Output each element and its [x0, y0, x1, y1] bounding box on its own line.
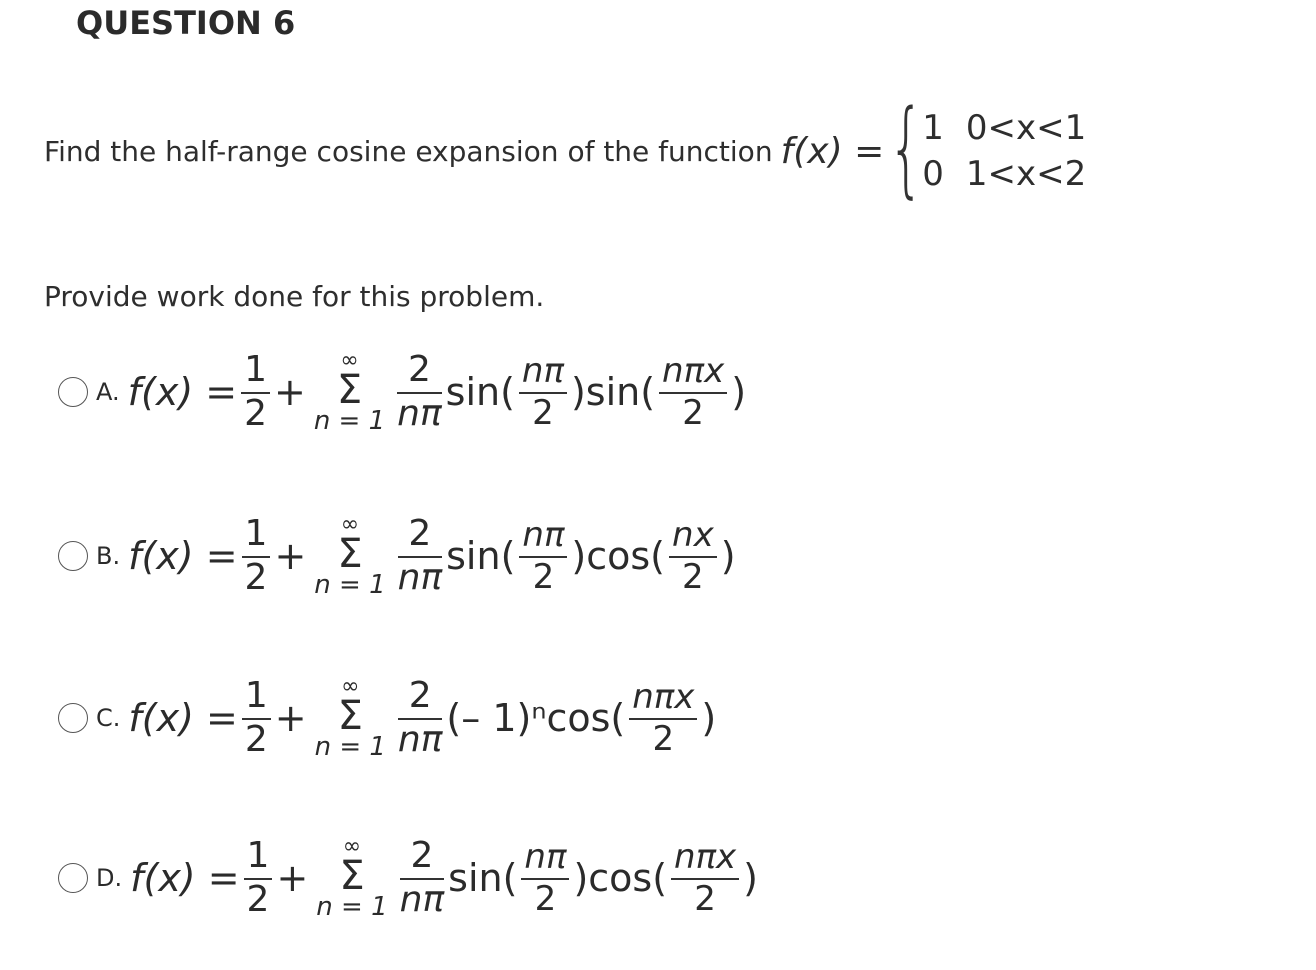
arg-fraction-1	[519, 515, 567, 597]
denominator: 2	[244, 719, 268, 760]
arg-fraction-2	[629, 677, 697, 759]
piecewise-cases	[922, 105, 1086, 197]
option-a[interactable]	[58, 350, 746, 434]
func-mid: )sin(	[570, 370, 656, 414]
radio-button-a[interactable]	[58, 377, 88, 407]
option-c-formula	[128, 676, 716, 760]
function-label: f(x) =	[780, 130, 885, 172]
numerator: 1	[246, 835, 270, 876]
sigma-icon: Σ	[337, 531, 363, 577]
denominator: 2	[532, 557, 555, 597]
func-mid: (– 1)ⁿcos(	[446, 696, 626, 740]
sum-upper: ∞	[342, 834, 362, 859]
func-mid: )cos(	[573, 856, 668, 900]
plus-sign: +	[276, 856, 309, 900]
option-letter: B.	[96, 542, 121, 570]
func-close: )	[743, 856, 758, 900]
sum-upper: ∞	[340, 348, 359, 373]
option-d[interactable]	[58, 836, 758, 920]
question-prompt	[44, 87, 1087, 209]
case-value: 1	[922, 108, 944, 148]
radio-button-c[interactable]	[58, 703, 88, 733]
denominator: 2	[682, 557, 704, 597]
numerator: 2	[407, 349, 431, 390]
coefficient-fraction	[397, 513, 443, 598]
denominator: 2	[694, 879, 716, 919]
numerator: 2	[410, 835, 434, 876]
summation	[314, 514, 385, 598]
summation	[316, 836, 387, 920]
option-b[interactable]	[58, 514, 736, 598]
radio-button-b[interactable]	[58, 541, 88, 571]
case-row-2	[922, 151, 1086, 197]
plus-sign: +	[273, 370, 306, 414]
denominator: 2	[534, 879, 557, 919]
option-letter: D.	[96, 864, 123, 892]
half-fraction	[241, 349, 270, 434]
numerator: 2	[408, 675, 432, 716]
coefficient-fraction	[397, 349, 442, 434]
denominator: 2	[244, 557, 268, 598]
arg-fraction-2	[669, 515, 717, 597]
sum-lower: n = 1	[316, 892, 388, 922]
summation	[314, 350, 385, 434]
sigma-icon: Σ	[337, 693, 363, 739]
plus-sign: +	[274, 696, 307, 740]
sum-upper: ∞	[341, 674, 360, 699]
sigma-icon: Σ	[339, 853, 365, 899]
func-close: )	[731, 370, 747, 414]
func-open: sin(	[448, 856, 518, 900]
radio-button-d[interactable]	[58, 863, 88, 893]
numerator: 2	[408, 513, 432, 554]
denominator: 2	[244, 393, 267, 434]
numerator: nπx	[632, 677, 695, 717]
denominator: 2	[246, 879, 270, 920]
sigma-icon: Σ	[336, 367, 363, 413]
numerator: 1	[244, 513, 268, 554]
numerator: 1	[244, 675, 268, 716]
denominator: nπ	[399, 879, 445, 920]
denominator: 2	[652, 719, 675, 759]
func-close: )	[701, 696, 717, 740]
numerator: 1	[244, 349, 267, 390]
case-row-1	[922, 105, 1086, 151]
arg-fraction-2	[659, 351, 727, 433]
half-fraction	[242, 513, 271, 598]
prompt-text: Find the half-range cosine expansion of the function	[44, 134, 773, 168]
lhs: f(x) =	[127, 370, 238, 414]
numerator: nπx	[662, 351, 725, 391]
option-letter: C.	[96, 704, 121, 732]
option-d-formula	[130, 836, 758, 920]
half-fraction	[244, 835, 273, 920]
arg-fraction-2	[671, 837, 739, 919]
arg-fraction-1	[519, 351, 567, 433]
func-mid: )cos(	[571, 534, 666, 578]
numerator: nπx	[674, 837, 737, 877]
sum-lower: n = 1	[313, 406, 386, 436]
option-c[interactable]	[58, 676, 716, 760]
work-instruction: Provide work done for this problem.	[44, 280, 545, 313]
half-fraction	[242, 675, 271, 760]
denominator: nπ	[397, 719, 443, 760]
arg-fraction-1	[521, 837, 569, 919]
coefficient-fraction	[397, 675, 443, 760]
denominator: nπ	[397, 393, 442, 434]
numerator: nx	[672, 515, 714, 555]
lhs: f(x) =	[128, 534, 238, 578]
sum-lower: n = 1	[314, 732, 386, 762]
func-close: )	[720, 534, 736, 578]
piecewise-brace: {	[888, 87, 925, 209]
sum-upper: ∞	[340, 512, 360, 537]
denominator: nπ	[397, 557, 443, 598]
case-value: 0	[922, 154, 944, 194]
denominator: 2	[532, 393, 554, 433]
question-title: QUESTION 6	[76, 4, 296, 42]
plus-sign: +	[274, 534, 307, 578]
coefficient-fraction	[399, 835, 445, 920]
func-open: sin(	[445, 370, 515, 414]
numerator: nπ	[522, 515, 565, 555]
denominator: 2	[682, 393, 704, 433]
func-open: sin(	[446, 534, 516, 578]
sum-lower: n = 1	[314, 570, 386, 600]
summation	[315, 676, 386, 760]
lhs: f(x) =	[130, 856, 240, 900]
case-condition: 1<x<2	[965, 154, 1087, 194]
numerator: nπ	[521, 351, 564, 391]
option-letter: A.	[96, 378, 120, 406]
option-b-formula	[128, 514, 735, 598]
lhs: f(x) =	[128, 696, 238, 740]
case-condition: 0<x<1	[965, 108, 1087, 148]
option-a-formula	[128, 350, 746, 434]
numerator: nπ	[524, 837, 567, 877]
